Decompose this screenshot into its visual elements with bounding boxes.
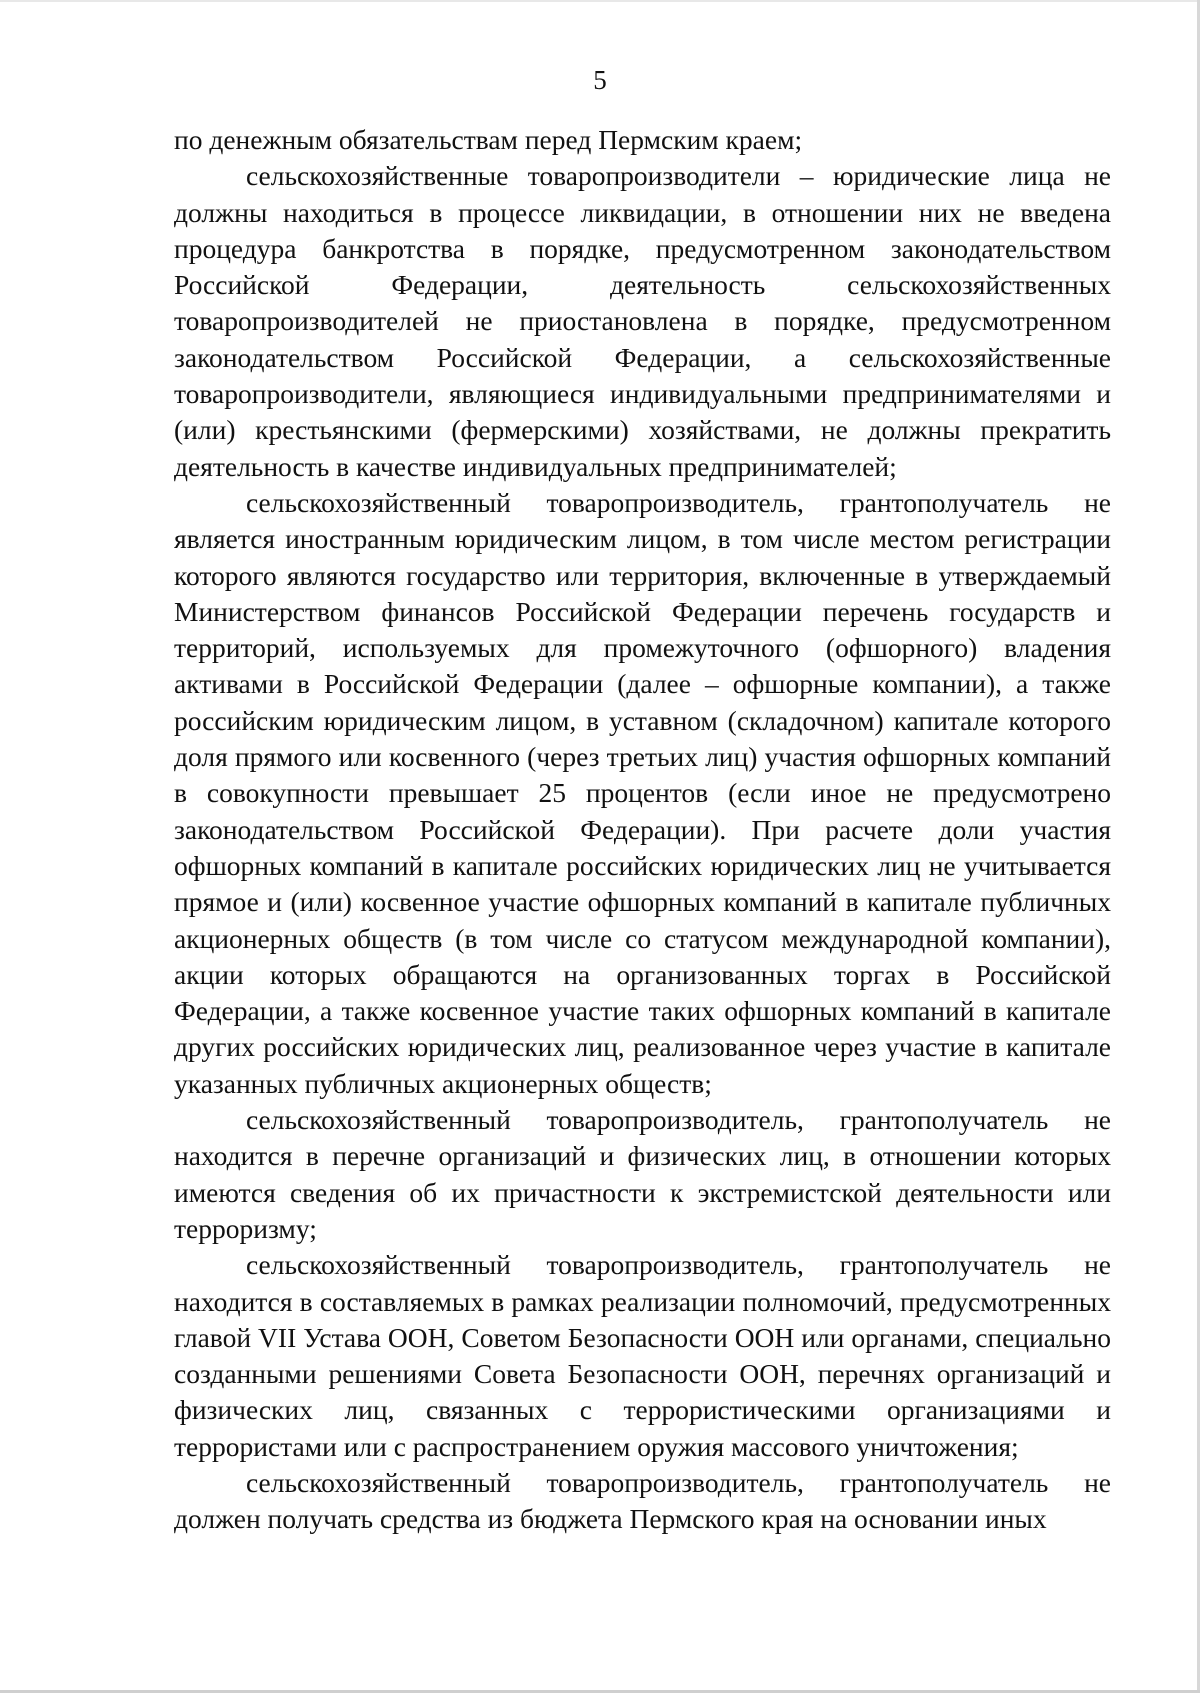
document-body bbox=[174, 122, 1111, 1538]
paragraph-extremism-list: сельскохозяйственный товаропроизводитель, грантополучатель не находится в перечне организаций и физических лиц, в отношении которых имеются сведения об их причастности к экстремистской деятельности или терроризму; bbox=[174, 1104, 1111, 1244]
paragraph-continued: по денежным обязательствам перед Пермским краем; bbox=[174, 124, 803, 155]
page-number: 5 bbox=[593, 65, 607, 95]
paragraph-legal-entities-liquidation: сельскохозяйственные товаропроизводители – юридические лица не должны находиться в процессе ликвидации, в отношении них не введена процедура банкротства в порядке, предусмотренном законодательством Российской Федерации, деятельность сельскохозяйственных товаропроизводителей не приостановлена в порядке, предусмотренном законодательством Российской Федерации, а сельскохозяйственные товаропроизводители, являющиеся индивидуальными предпринимателями и (или) крестьянскими (фермерскими) хозяйствами, не должны прекратить деятельность в качестве индивидуальных предпринимателей; bbox=[174, 160, 1111, 482]
paragraph-un-security-council-lists: сельскохозяйственный товаропроизводитель, грантополучатель не находится в составляемых в рамках реализации полномочий, предусмотренных главой VII Устава ООН, Советом Безопасности ООН или органами, специально созданными решениями Совета Безопасности ООН, перечнях организаций и физических лиц, связанных с террористическими организациями и террористами или с распространением оружия массового уничтожения; bbox=[174, 1249, 1111, 1462]
scan-edge-top bbox=[0, 0, 1200, 2]
paragraph-budget-funds: сельскохозяйственный товаропроизводитель, грантополучатель не должен получать средства из бюджета Пермского края на основании иных bbox=[174, 1466, 1111, 1535]
paragraph-offshore-companies: сельскохозяйственный товаропроизводитель, грантополучатель не является иностранным юридическим лицом, в том числе местом регистрации которого являются государство или территория, включенные в утверждаемый Министерством финансов Российской Федерации перечень государств и территорий, используемых для промежуточного (офшорного) владения активами в Российской Федерации (далее – офшорные компании), а также российским юридическим лицом, в уставном (складочном) капитале которого доля прямого или косвенного (через третьих лиц) участия офшорных компаний в совокупности превышает 25 процентов (если иное не предусмотрено законодательством Российской Федерации). При расчете доли участия офшорных компаний в капитале российских юридических лиц не учитывается прямое и (или) косвенное участие офшорных компаний в капитале публичных акционерных обществ (в том числе со статусом международной компании), акции которых обращаются на организованных торгах в Российской Федерации, а также косвенное участие таких офшорных компаний в капитале других российских юридических лиц, реализованное через участие в капитале указанных публичных акционерных обществ; bbox=[174, 486, 1111, 1099]
